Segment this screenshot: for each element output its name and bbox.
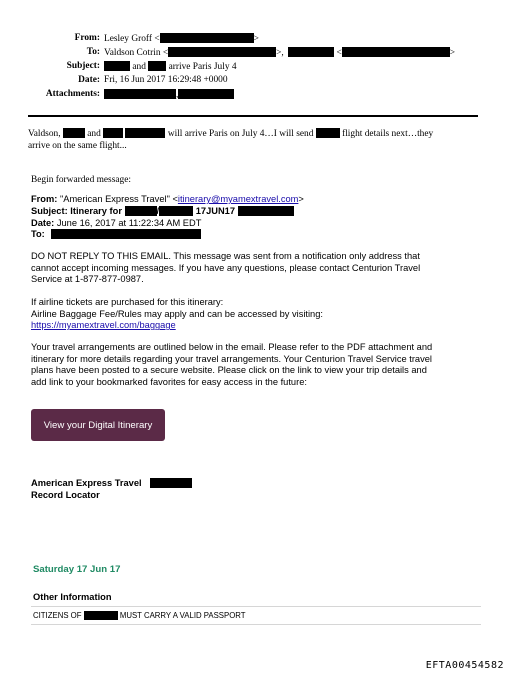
fwd-from-name: "American Express Travel" < [59,194,178,204]
redaction-block [156,205,193,216]
redaction-block [316,128,340,138]
passport-notice [33,611,246,620]
attachments-separator: , [176,90,179,100]
subject-label: Subject: [66,61,100,71]
redaction-block [104,61,130,71]
redaction-block [84,611,118,620]
redaction-block [168,47,276,57]
to-label: To: [86,47,100,57]
record-locator [31,478,192,502]
fwd-to-label: To: [31,229,45,240]
fwd-subject-date: 17JUN17 [195,205,236,216]
to-lt: < [336,48,342,58]
attachments-label: Attachments: [45,89,100,99]
fwd-subject-prefix: Itinerary for [70,205,122,216]
message-text-1: will arrive Paris on July 4…I will send [167,129,314,139]
forwarded-intro: Begin forwarded message: [31,175,131,185]
fwd-from-label: From: [31,194,58,204]
date-label: Date: [78,75,100,85]
fwd-date-label: Date: [31,217,55,228]
date-value: Fri, 16 Jun 2017 16:29:48 +0000 [104,75,228,85]
body-paragraph-1: DO NOT REPLY TO THIS EMAIL. This message was sent from a notification only address that cannot accept incoming messages. If you have any questions, please contact Centurion Travel Service at 1-877-877-0987. [31,251,421,285]
message-body [28,128,488,152]
redaction-block [178,89,234,99]
redaction-block [125,128,165,138]
fwd-subject-row [31,206,491,218]
subject-and: and [132,62,146,72]
citizens-suffix: MUST CARRY A VALID PASSPORT [119,611,246,620]
fwd-from-row [31,194,491,206]
redaction-block [63,128,85,138]
message-greeting: Valdson, [28,129,61,139]
view-digital-itinerary-button[interactable]: View your Digital Itinerary [31,409,165,441]
itinerary-date-heading: Saturday 17 Jun 17 [33,564,121,575]
fwd-to-row [31,229,491,241]
fwd-from-email-link[interactable]: itinerary@myamextravel.com [177,194,299,204]
to-separator: >, [276,48,284,58]
fwd-subject-label: Subject: [31,205,68,216]
redaction-block [148,61,166,71]
other-info-divider [31,606,481,607]
to-value: Valdson Cotrin < [104,48,169,58]
from-value: Lesley Groff < [104,34,160,44]
redaction-block [51,229,201,239]
redaction-block [288,47,334,57]
fwd-from-close: > [298,194,304,204]
message-line-2: arrive on the same flight... [28,140,127,151]
redaction-block [150,478,192,488]
other-info-bottom-divider [31,624,481,625]
body-paragraph-3: Your travel arrangements are outlined below in the email. Please refer to the PDF attachment and itinerary for more details regarding your travel arrangements. Your Centurion Travel Service travel plans have been posted to a secure website. Please click on the link to view your trip details and add link to your bookmarked favorites for easy access in the future: [31,342,433,387]
redaction-block [342,47,450,57]
bates-number: EFTA00454582 [425,660,504,671]
from-label: From: [74,33,100,43]
redaction-block [103,128,123,138]
redaction-block [104,89,179,100]
forwarded-headers [31,194,491,241]
redaction-block [238,206,294,216]
baggage-link[interactable]: https://myamextravel.com/baggage [31,320,176,331]
message-text-2: flight details next…they [342,129,434,139]
fwd-date-value: June 16, 2017 at 11:22:34 AM EDT [56,217,202,228]
redaction-block [160,33,254,43]
fwd-date-row [31,218,491,230]
citizens-prefix: CITIZENS OF [33,611,82,620]
body-paragraph-2: If airline tickets are purchased for this itinerary: Airline Baggage Fee/Rules may apply and can be accessed by visiting: https://myamextravel.com/baggage [31,297,323,331]
redaction-block [125,206,157,216]
record-line-2: Record Locator [31,489,100,500]
header-divider [28,115,478,117]
message-and: and [87,129,101,139]
subject-tail: arrive Paris July 4 [168,62,237,72]
record-line-1: American Express Travel [31,478,142,488]
from-close: > [253,34,259,44]
fwd-subject-slash: / [156,205,160,216]
other-info-title: Other Information [33,592,112,602]
to-close: > [449,48,456,58]
